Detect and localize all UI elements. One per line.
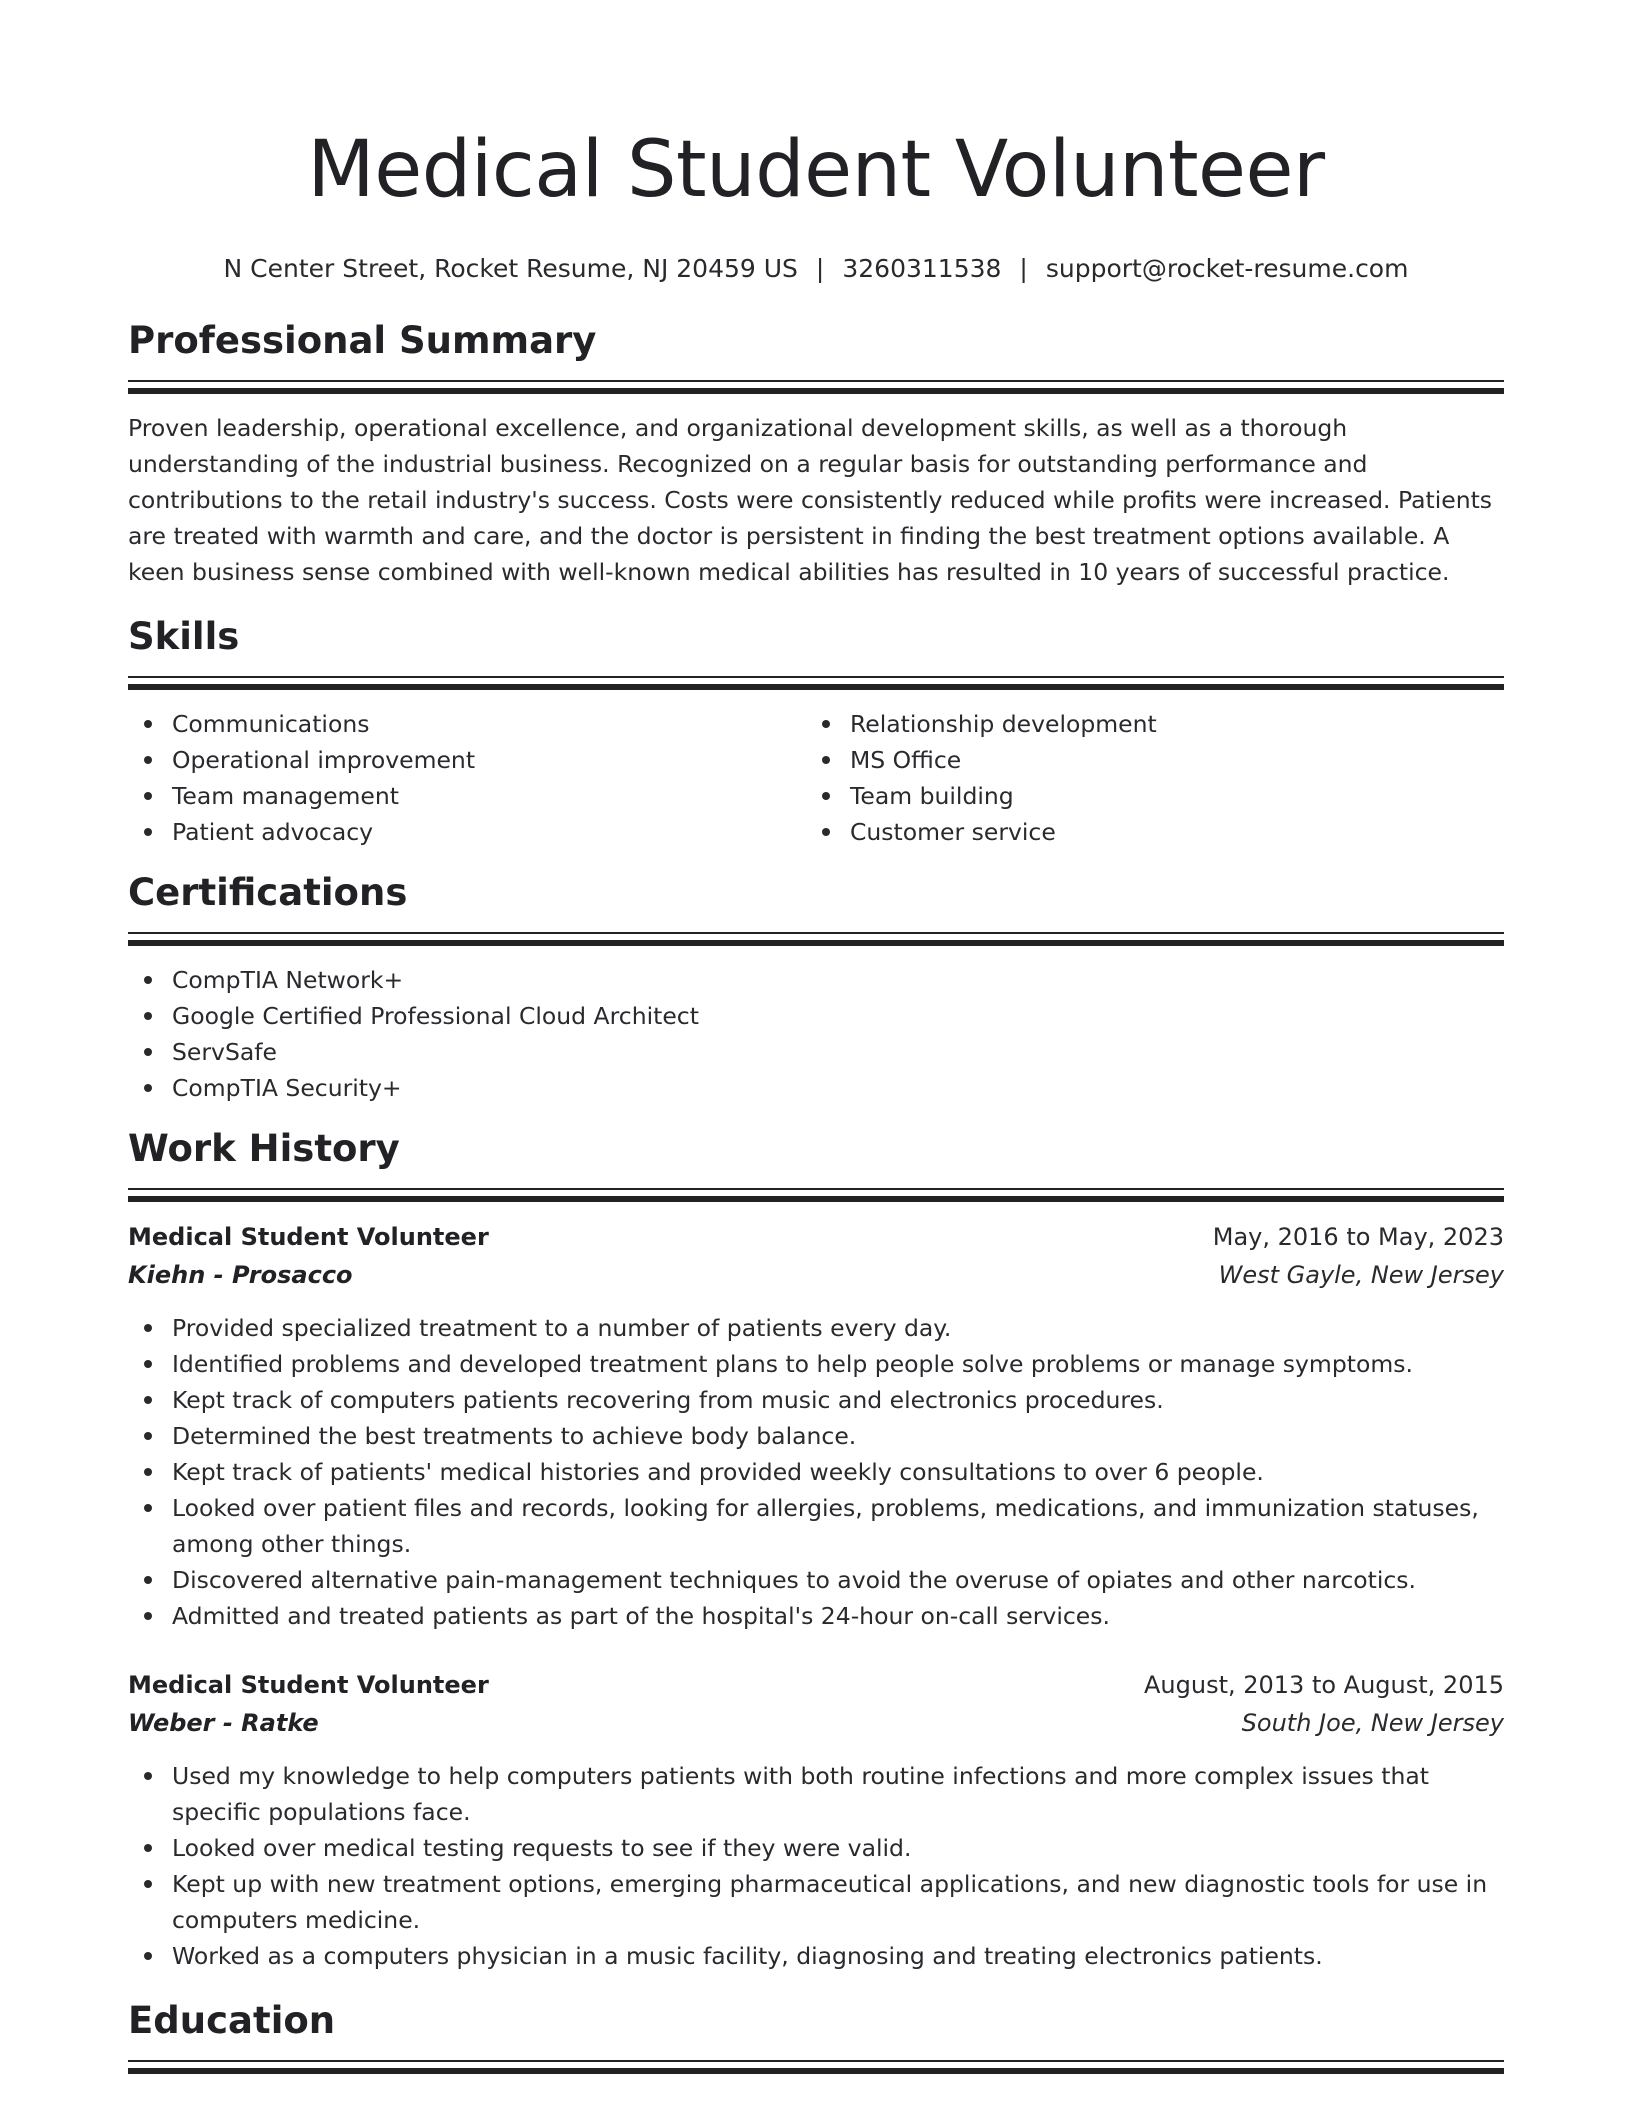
- summary-text: Proven leadership, operational excellence, and organizational development skills, as well as a thorough understanding of the industrial business. Recognized on a regular basis for outstanding performance and contributions to the retail industry's success. Costs were consistently reduced while profits were increased. Patients are treated with warmth and care, and the doctor is persistent in finding the best treatment options available. A keen business sense combined with well-known medical abilities has resulted in 10 years of successful practice.: [128, 414, 1493, 586]
- certification-item: Google Certified Professional Cloud Architect: [128, 998, 1504, 1034]
- skill-item: MS Office: [806, 742, 1484, 778]
- section-divider-thick: [128, 1196, 1504, 1202]
- job-company: Kiehn - Prosacco: [128, 1261, 353, 1289]
- job-header-row: [128, 1666, 1504, 1704]
- section-divider-thick: [128, 388, 1504, 394]
- section-divider: [128, 1188, 1504, 1190]
- contact-separator: |: [1019, 254, 1028, 283]
- contact-separator: |: [815, 254, 825, 283]
- contact-line: [128, 252, 1504, 286]
- skills-section: [128, 612, 1504, 850]
- job-bullet: Discovered alternative pain-management techniques to avoid the overuse of opiates and other narcotics.: [128, 1562, 1504, 1598]
- certification-item: CompTIA Security+: [128, 1070, 1504, 1106]
- job-bullets: [128, 1758, 1504, 1974]
- skill-item: Team management: [128, 778, 806, 814]
- job-title: Medical Student Volunteer: [128, 1671, 489, 1699]
- job-bullet: Looked over medical testing requests to see if they were valid.: [128, 1830, 1504, 1866]
- job-location: West Gayle, New Jersey: [1218, 1261, 1504, 1289]
- skills-list-right: [806, 706, 1484, 850]
- certification-item: CompTIA Network+: [128, 962, 1504, 998]
- section-divider-thick: [128, 940, 1504, 946]
- skills-column-left: [128, 706, 806, 850]
- job-company-row: [128, 1256, 1504, 1294]
- section-divider: [128, 380, 1504, 382]
- skills-column-right: [806, 706, 1484, 850]
- job-bullet: Kept up with new treatment options, emerging pharmaceutical applications, and new diagnostic tools for use in computers medicine.: [128, 1866, 1504, 1938]
- job-entry: [128, 1666, 1504, 1974]
- section-heading-education: Education: [128, 1999, 336, 2042]
- summary-section: [128, 316, 1504, 590]
- skills-grid: [128, 706, 1504, 850]
- education-section: [128, 1996, 1504, 2074]
- resume-name: Medical Student Volunteer: [307, 125, 1325, 215]
- job-bullet: Looked over patient files and records, looking for allergies, problems, medications, and immunization statuses, among other things.: [128, 1490, 1504, 1562]
- job-bullet: Determined the best treatments to achieve body balance.: [128, 1418, 1504, 1454]
- job-location: South Joe, New Jersey: [1241, 1709, 1504, 1737]
- resume-page: [128, 0, 1504, 2074]
- contact-address: N Center Street, Rocket Resume, NJ 20459 US: [223, 254, 798, 283]
- certifications-list: [128, 962, 1504, 1106]
- skill-item: Communications: [128, 706, 806, 742]
- job-company-row: [128, 1704, 1504, 1742]
- section-divider-thick: [128, 2068, 1504, 2074]
- section-heading-summary: Professional Summary: [128, 319, 597, 362]
- job-bullet: Identified problems and developed treatment plans to help people solve problems or manage symptoms.: [128, 1346, 1504, 1382]
- work-history-section: [128, 1124, 1504, 1974]
- contact-email: support@rocket-resume.com: [1045, 254, 1409, 283]
- job-bullets: [128, 1310, 1504, 1634]
- section-divider: [128, 932, 1504, 934]
- section-divider: [128, 2060, 1504, 2062]
- section-heading-work-history: Work History: [128, 1127, 400, 1170]
- job-bullet: Kept track of patients' medical histories and provided weekly consultations to over 6 people.: [128, 1454, 1504, 1490]
- skill-item: Patient advocacy: [128, 814, 806, 850]
- contact-phone: 3260311538: [842, 254, 1002, 283]
- skill-item: Operational improvement: [128, 742, 806, 778]
- skill-item: Relationship development: [806, 706, 1484, 742]
- job-header-row: [128, 1218, 1504, 1256]
- job-bullet: Kept track of computers patients recovering from music and electronics procedures.: [128, 1382, 1504, 1418]
- section-heading-certifications: Certifications: [128, 871, 408, 914]
- job-bullet: Worked as a computers physician in a music facility, diagnosing and treating electronics patients.: [128, 1938, 1504, 1974]
- job-bullet: Provided specialized treatment to a number of patients every day.: [128, 1310, 1504, 1346]
- job-entry: [128, 1218, 1504, 1634]
- skill-item: Team building: [806, 778, 1484, 814]
- job-bullet: Admitted and treated patients as part of the hospital's 24-hour on-call services.: [128, 1598, 1504, 1634]
- job-company: Weber - Ratke: [128, 1709, 319, 1737]
- skill-item: Customer service: [806, 814, 1484, 850]
- certification-item: ServSafe: [128, 1034, 1504, 1070]
- job-dates: August, 2013 to August, 2015: [1144, 1671, 1504, 1699]
- section-divider-thick: [128, 684, 1504, 690]
- section-heading-skills: Skills: [128, 615, 240, 658]
- job-title: Medical Student Volunteer: [128, 1223, 489, 1251]
- section-divider: [128, 676, 1504, 678]
- job-dates: May, 2016 to May, 2023: [1212, 1223, 1504, 1251]
- job-bullet: Used my knowledge to help computers patients with both routine infections and more complex issues that specific populations face.: [128, 1758, 1504, 1830]
- certifications-section: [128, 868, 1504, 1106]
- skills-list-left: [128, 706, 806, 850]
